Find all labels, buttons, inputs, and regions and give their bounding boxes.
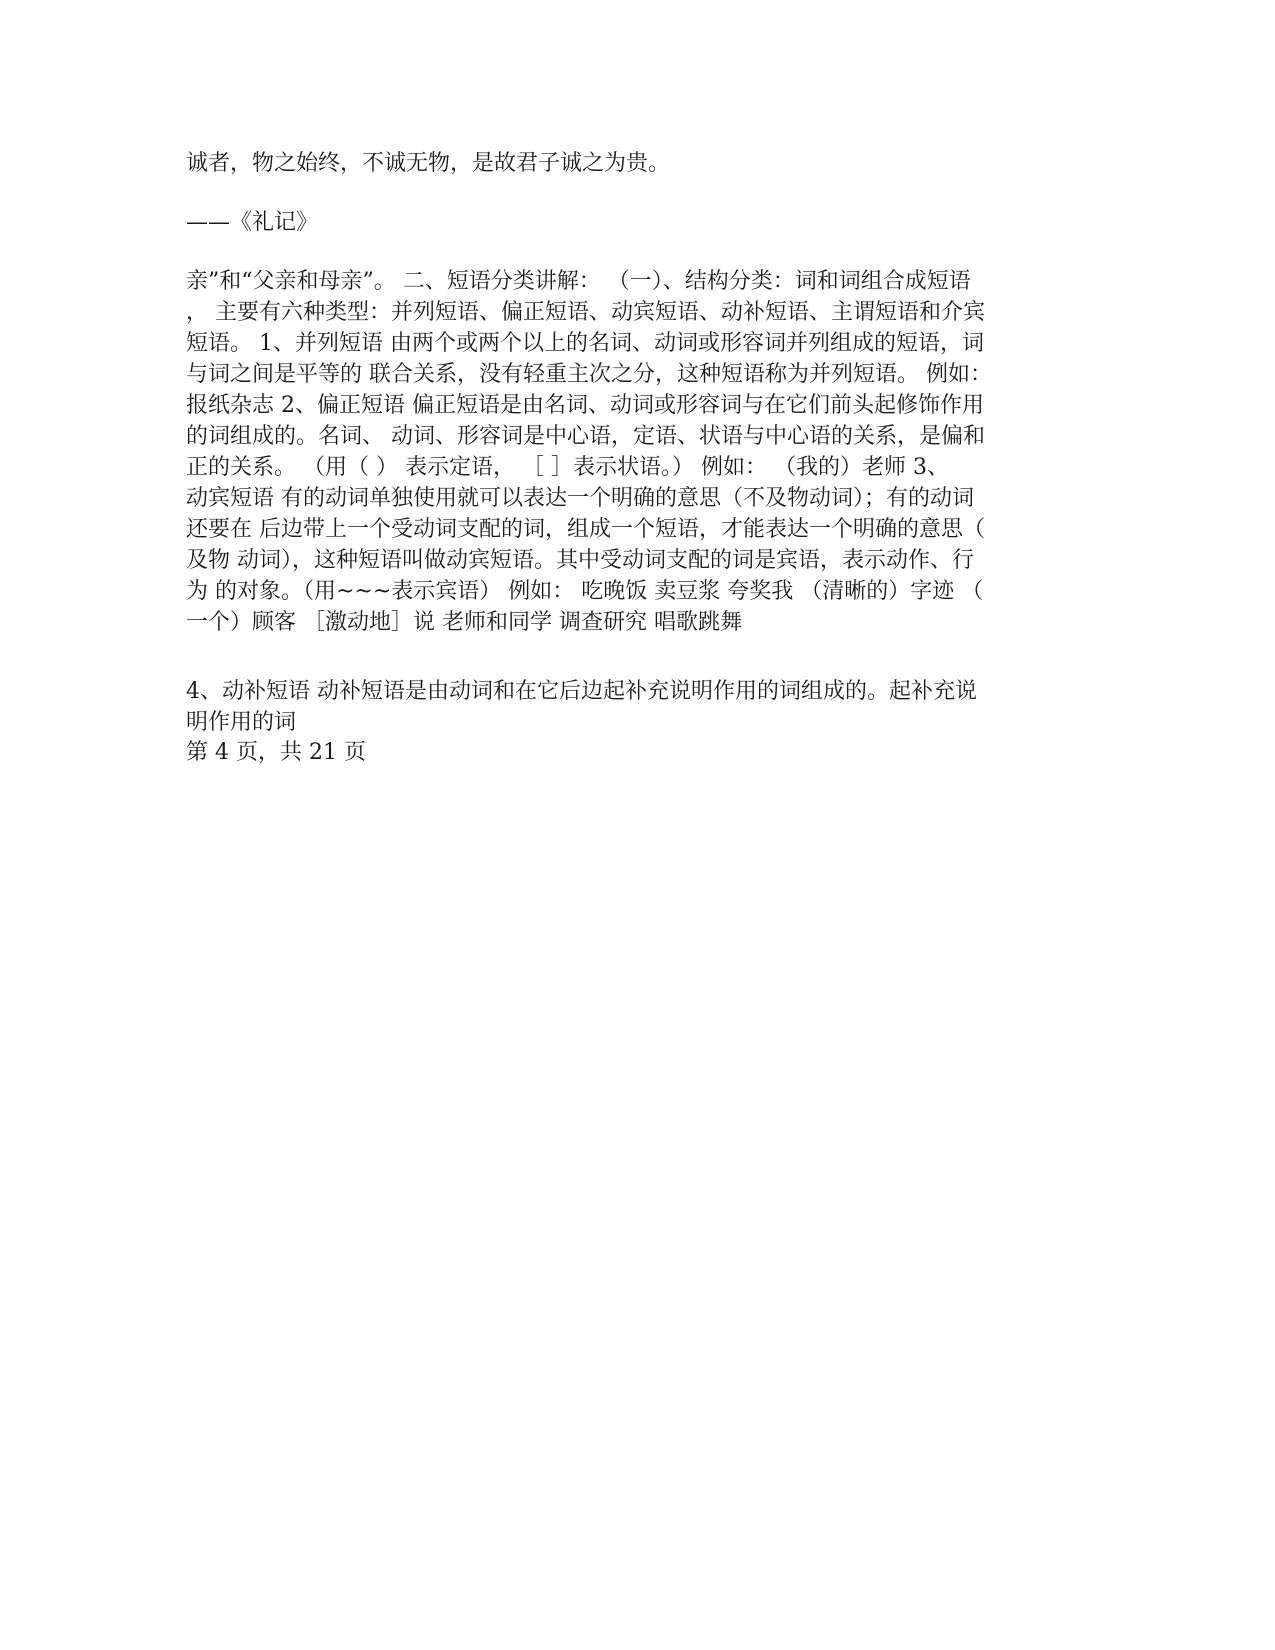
body-line: 动宾短语 有的动词单独使用就可以表达一个明确的意思（不及物动词）；有的动词: [186, 486, 974, 511]
body-line: 与词之间是平等的 联合关系，没有轻重主次之分，这种短语称为并列短语。 例如：: [186, 362, 992, 387]
body-line: 报纸杂志 2、偏正短语 偏正短语是由名词、动词或形容词与在它们前头起修饰作用: [186, 393, 984, 418]
source-line: ——《礼记》: [186, 210, 319, 235]
body-line: 短语。 1、并列短语 由两个或两个以上的名词、动词或形容词并列组成的短语，词: [186, 331, 984, 356]
body-line: 还要在 后边带上一个受动词支配的词，组成一个短语，才能表达一个明确的意思（: [186, 517, 985, 542]
body-line: 及物 动词），这种短语叫做动宾短语。其中受动词支配的词是宾语，表示动作、行: [186, 548, 974, 573]
body-paragraph: [186, 266, 992, 638]
body-line: 亲”和“父亲和母亲”。 二、短语分类讲解： （一）、结构分类：词和词组合成短语: [186, 269, 971, 294]
body-line: 为 的对象。（用~~~表示宾语） 例如： 吃晚饭 卖豆浆 夸奖我 （清晰的）字迹 （: [186, 579, 984, 604]
body-line: ， 主要有六种类型：并列短语、偏正短语、动宾短语、动补短语、主谓短语和介宾: [186, 300, 985, 325]
body-line: 一个）顾客 ［激动地］说 老师和同学 调查研究 唱歌跳舞: [186, 610, 742, 635]
body-line: 正的关系。 （用（ ） 表示定语， ［ ］表示状语。） 例如： （我的）老师 3、: [186, 455, 949, 480]
quote-source: [186, 207, 318, 238]
quote-line: 诚者，物之始终，不诚无物，是故君子诚之为贵。: [186, 151, 671, 176]
section-4-paragraph: [186, 676, 977, 738]
page-footer: [186, 737, 366, 768]
body-line: 的词组成的。名词、 动词、形容词是中心语，定语、状语与中心语的关系，是偏和: [186, 424, 985, 449]
section-4-line: 4、动补短语 动补短语是由动词和在它后边起补充说明作用的词组成的。起补充说: [186, 679, 977, 704]
section-4-line: 明作用的词: [186, 710, 297, 735]
quote-text: [186, 148, 670, 179]
page-number: 第 4 页，共 21 页: [186, 740, 366, 765]
